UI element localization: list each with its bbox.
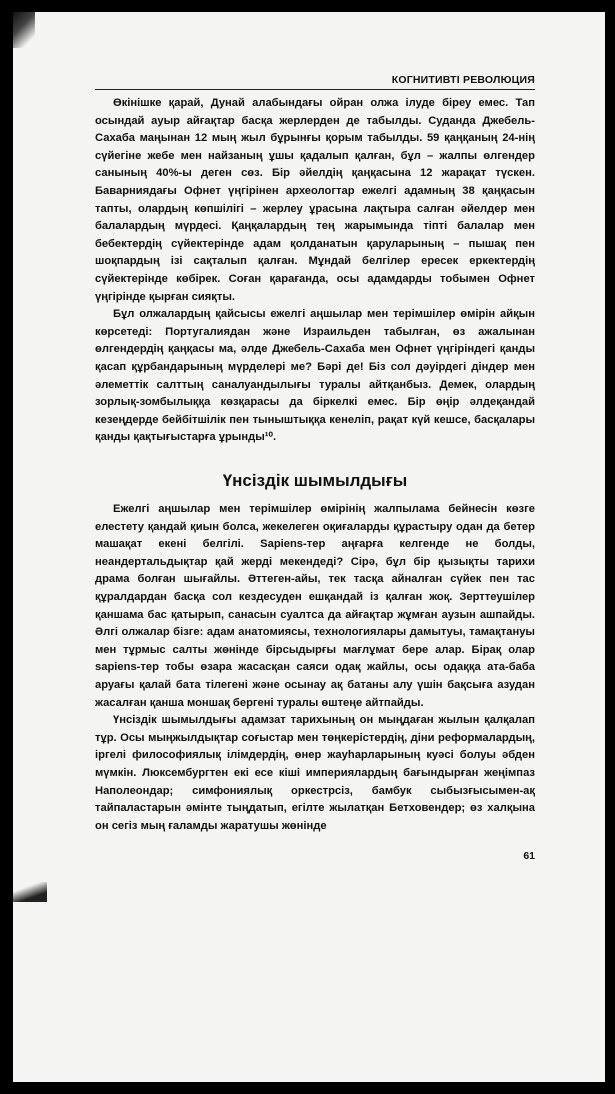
scan-shadow-top — [13, 12, 35, 48]
scan-shadow-bottom — [13, 882, 47, 902]
paragraph: Үнсіздік шымылдығы адамзат тарихының он мыңдаған жылын қалқалап тұр. Осы мыңжылдықтар соғыстар мен төңкерістердің, діни реформалардың, іргелі философиялық ілімдердің, өнер жауһарларының куәсі болуы әбден мүмкін. Люксембургтен екі есе кіші империялардың бағындырған жеңімпаз Наполеондар; симфониялық оркестрсіз, бамбук сыбызғысымен-ақ тайпаластарын әмінте тыңдатып, егілте жылатқан Бетховендер; өз халқына он сегіз мың ғаламды жаратушы жөнінде — [95, 714, 535, 832]
page-number: 61 — [523, 850, 535, 862]
text-block-2 — [95, 501, 535, 835]
running-head: КОГНИТИВТІ РЕВОЛЮЦИЯ — [95, 74, 535, 90]
book-page — [13, 12, 605, 1082]
paragraph: Ежелгі аңшылар мен терімшілер өмірінің жалпылама бейнесін көзге елестету қандай қиын болса, жекелеген оқиғаларды құрастыру одан да бетер машақат екені белгілі. Sapiens-тер аңғарға келгенде не болды, неандертальдықтар қай жерді мекендеді? Сірә, бұл бір қызықты тарихи драма болған шығайлы. Әттеген-айы, тек тасқа айналған сүйек пен тас құралдардан басқа сол кездесуден ешқандай із қалған жоқ. Зерттеушілер қаншама бас қатырып, санасын суалтса да айғақтар жұмған аузын ашпайды. Әлгі олжалар бізге: адам анатомиясы, технологиялары дамытуы, тамақтануы мен тұрмыс салты жөнінде бірсыдырғы мағлұмат бере алар. Бірақ олар sapiens-тер тобы өзара жасасқан саяси одақ жайлы, осы одаққа ата-баба аруағы қалай бата тілегені және осынау ақ батаны алу үшін бақсыға азудан жасалған қанша моншақ бергені туралы өштеңе айтпайды. — [95, 503, 535, 709]
section-heading: Үнсіздік шымылдығы — [222, 471, 408, 490]
paragraph: Өкінішке қарай, Дунай алабындағы ойран олжа ілуде біреу емес. Тап осындай ауыр айғақтар басқа жерлерден де табылды. Суданда Джебель-Сахаба маңынан 12 мың жыл бұрынғы қорым табылды. 59 қаңқаның 24-нің сүйегіне жебе мен найзаның ұшы қадалып қалған, бұл – жалпы өлгендер санының 40%-ы деген сөз. Бір әйелдің қаңқасына 12 жарақат түскен. Баварниядағы Офнет үңгірінен археологтар ежелгі адамның 38 қаңқасын тапты, олардың көпшілігі – жерлеу ұрасына лақтыра салған әйелдер мен балалардың мүрдесі. Қаңқалардың тең жарымында тіпті балалар мен бебектердің сүйектерінде адам қолданатын қаруларының – пышақ пен шоқпардың ізі сақталып қалған. Мұндай белгілер ересек еркектердің сүйектерінде көбірек. Соған қарағанда, осы адамдарды тобымен Офнет үңгірінде қырған сияқты. — [95, 97, 535, 303]
paragraph: Бұл олжалардың қайсысы ежелгі аңшылар мен терімшілер өмірін айқын көрсетеді: Португалиядан және Израильден табылған, өз ажалынан өлгендердің қаңқасы ма, әлде Джебель-Сахаба мен Офнет үңгіріндегі қанды қасап құрбандарының мүрделері ме? Бәрі де! Біз сол дәуірдегі діндер мен әлеметтік салттың саналуандылығы туралы айтқанбыз. Демек, олардың зорлық-зомбылыққа көзқарасы да біркелкі емес. Бір өңір әлдеқандай кезеңдерде бейбітшілік пен тыныштыққа кенеліп, рақат күй кешсе, басқалары қанды қақтығыстарға ұрынды¹⁰. — [95, 308, 535, 444]
text-block-1 — [95, 95, 535, 447]
